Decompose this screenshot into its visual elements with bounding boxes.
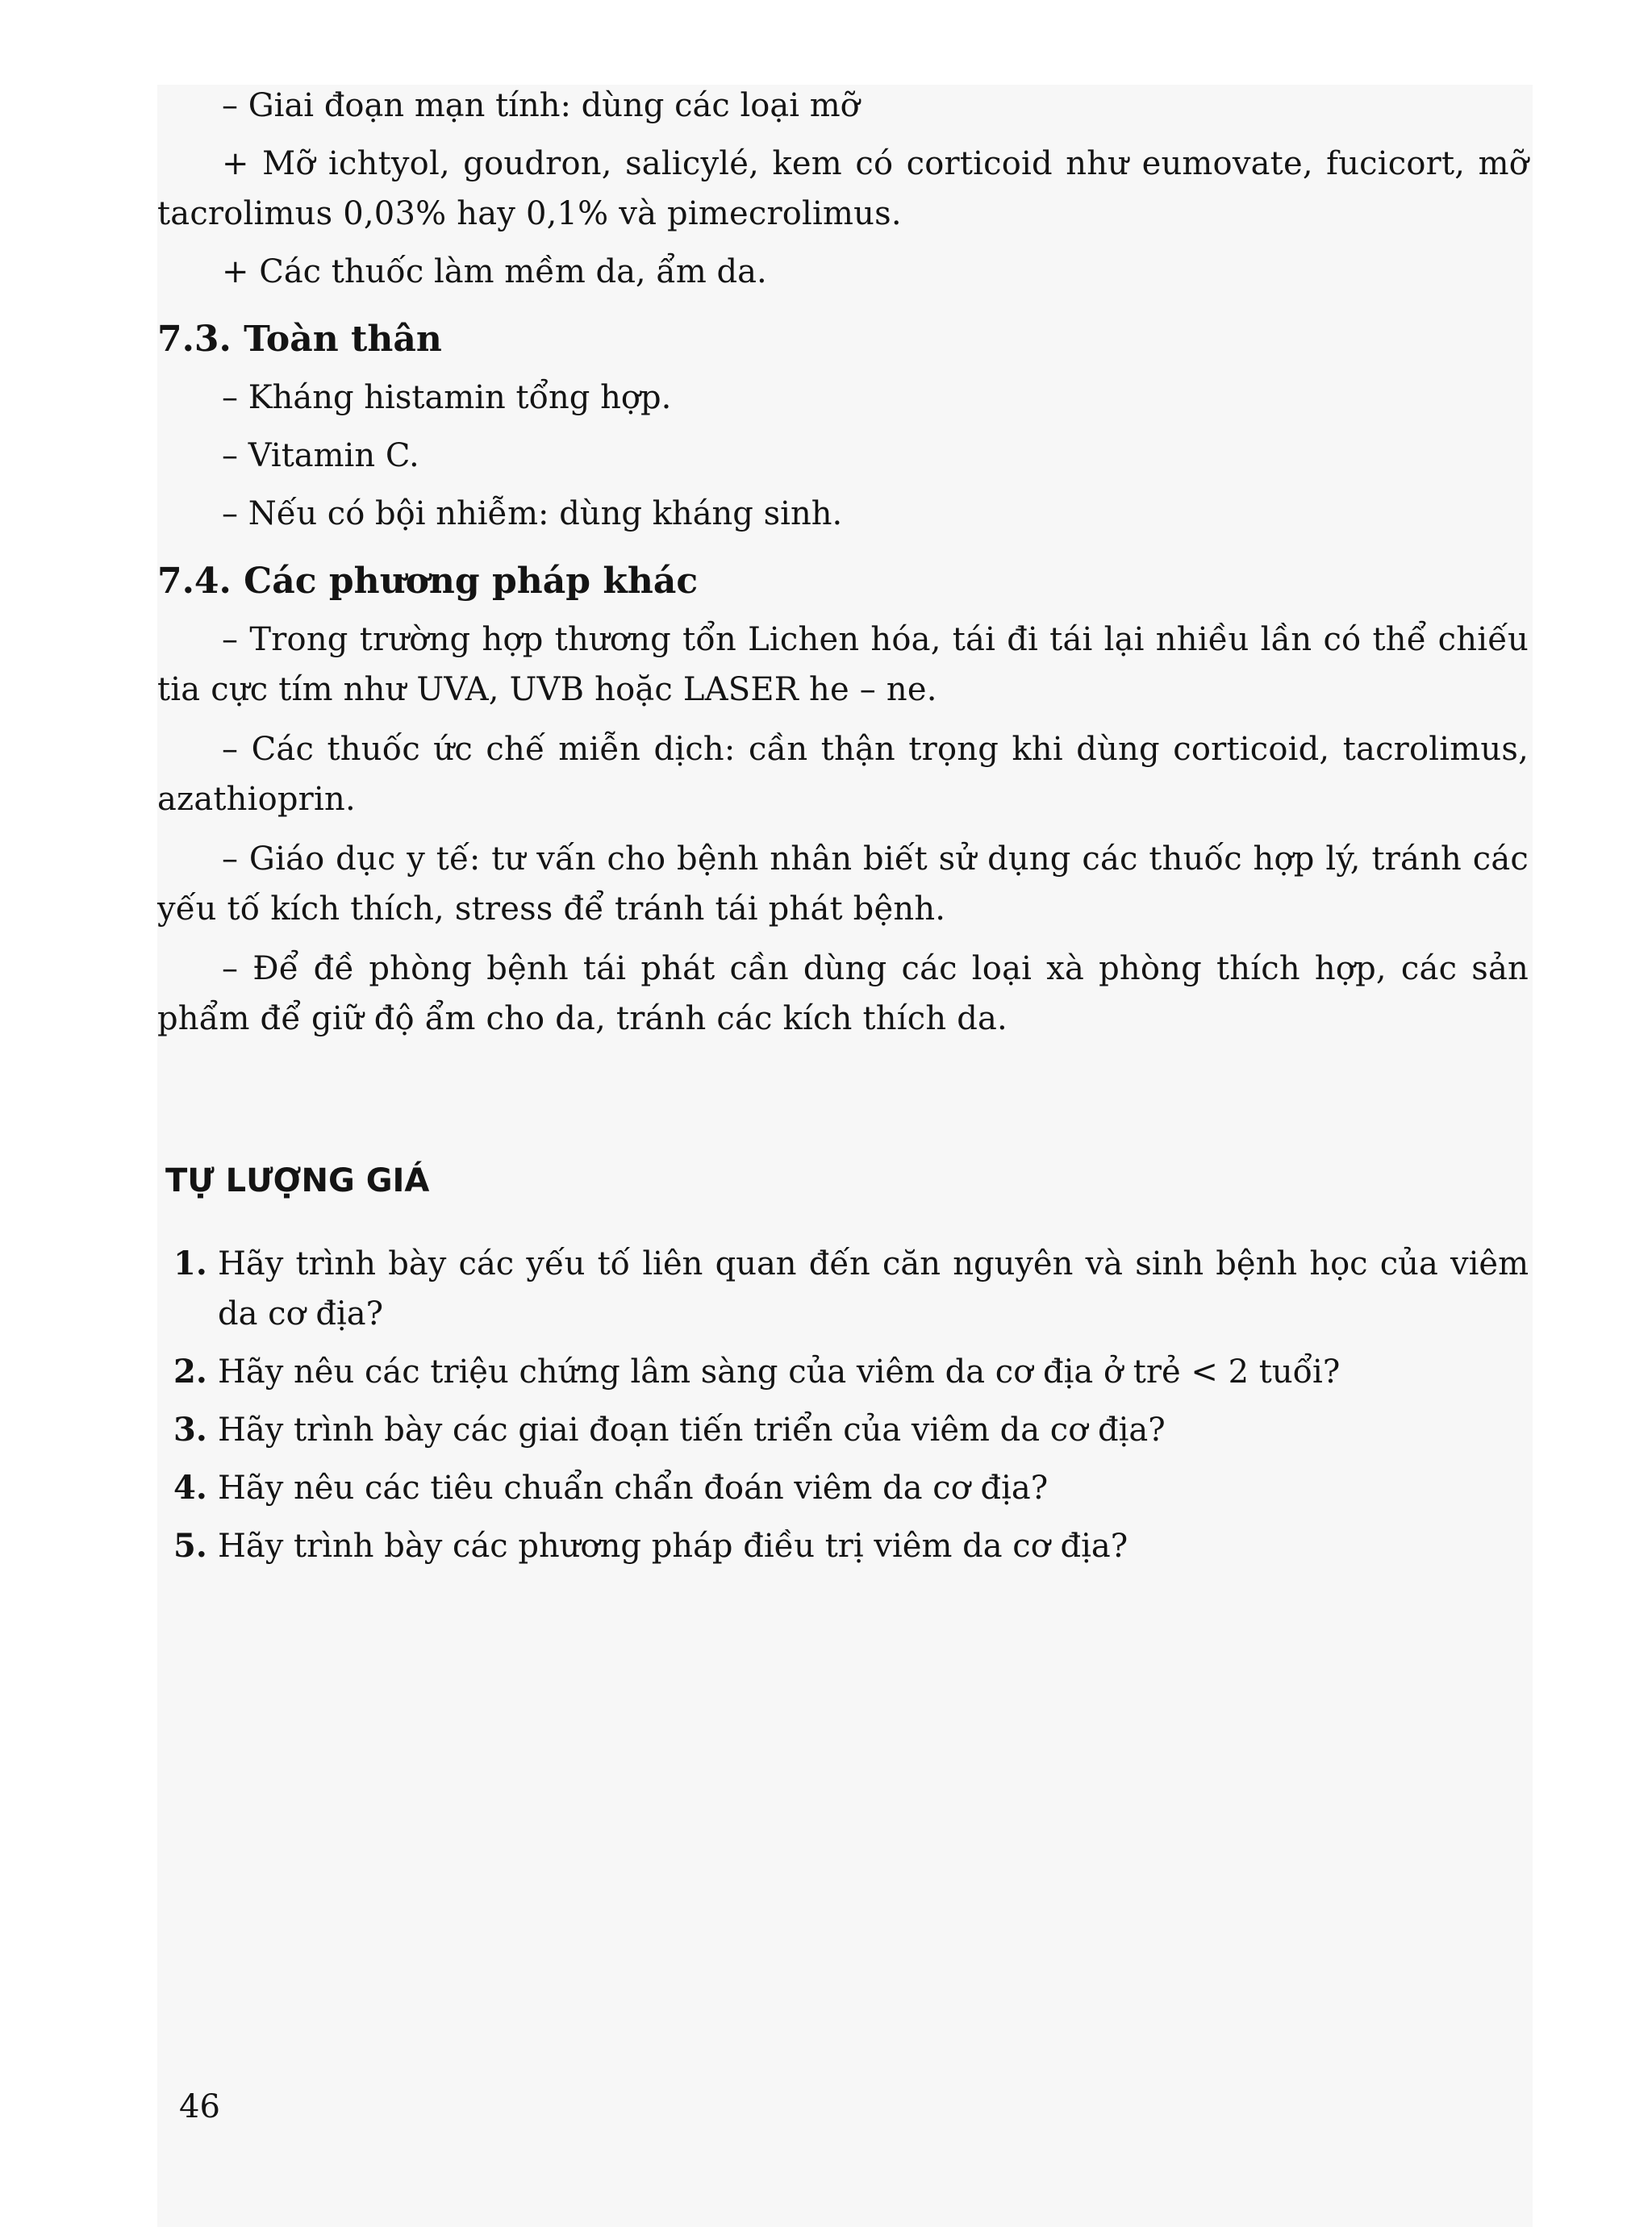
review-question [173,1347,1529,1397]
question-number: 3. [173,1411,207,1449]
list-item: – Kháng histamin tổng hợp. [222,379,672,416]
heading-7-3: 7.3. Toàn thân [157,319,442,360]
list-item: – Trong trường hợp thương tổn Lichen hóa, tái đi tái lại nhiều lần có thể chiếu tia cực tím như UVA, UVB hoặc LASER he – ne. [157,621,1529,708]
paragraph-chronic-stage: – Giai đoạn mạn tính: dùng các loại mỡ [222,87,860,124]
review-question [173,1405,1529,1455]
paragraph-emollients: + Các thuốc làm mềm da, ẩm da. [222,253,767,290]
review-question [173,1239,1529,1339]
question-number: 1. [173,1245,207,1282]
heading-7-4: 7.4. Các phương pháp khác [157,561,699,602]
list-item: – Vitamin C. [222,437,419,474]
list-item: – Để đề phòng bệnh tái phát cần dùng các loại xà phòng thích hợp, các sản phẩm để giữ độ ẩm cho da, tránh các kích thích da. [157,950,1529,1037]
question-text: Hãy nêu các triệu chứng lâm sàng của viêm da cơ địa ở trẻ < 2 tuổi? [218,1353,1341,1391]
page-number: 46 [179,2088,220,2125]
question-number: 5. [173,1527,207,1565]
review-questions-list [157,1239,1529,1571]
question-text: Hãy nêu các tiêu chuẩn chẩn đoán viêm da cơ địa? [218,1470,1049,1507]
question-number: 2. [173,1353,207,1391]
review-question [173,1463,1529,1513]
question-text: Hãy trình bày các giai đoạn tiến triển của viêm da cơ địa? [218,1412,1166,1449]
review-question [173,1521,1529,1571]
review-section-title: TỰ LƯỢNG GIÁ [165,1162,430,1199]
list-item: – Nếu có bội nhiễm: dùng kháng sinh. [222,495,843,532]
page-content [157,81,1529,1579]
question-text: Hãy trình bày các yếu tố liên quan đến căn nguyên và sinh bệnh học của viêm da cơ địa? [218,1245,1529,1332]
paragraph-ointments: + Mỡ ichtyol, goudron, salicylé, kem có corticoid như eumovate, fucicort, mỡ tacrolimus 0,03% hay 0,1% và pimecrolimus. [157,145,1529,232]
list-item: – Các thuốc ức chế miễn dịch: cần thận trọng khi dùng corticoid, tacrolimus, azathioprin. [157,731,1529,818]
question-number: 4. [173,1469,207,1507]
list-item: – Giáo dục y tế: tư vấn cho bệnh nhân biết sử dụng các thuốc hợp lý, tránh các yếu tố kích thích, stress để tránh tái phát bệnh. [157,840,1529,928]
question-text: Hãy trình bày các phương pháp điều trị viêm da cơ địa? [218,1528,1128,1565]
